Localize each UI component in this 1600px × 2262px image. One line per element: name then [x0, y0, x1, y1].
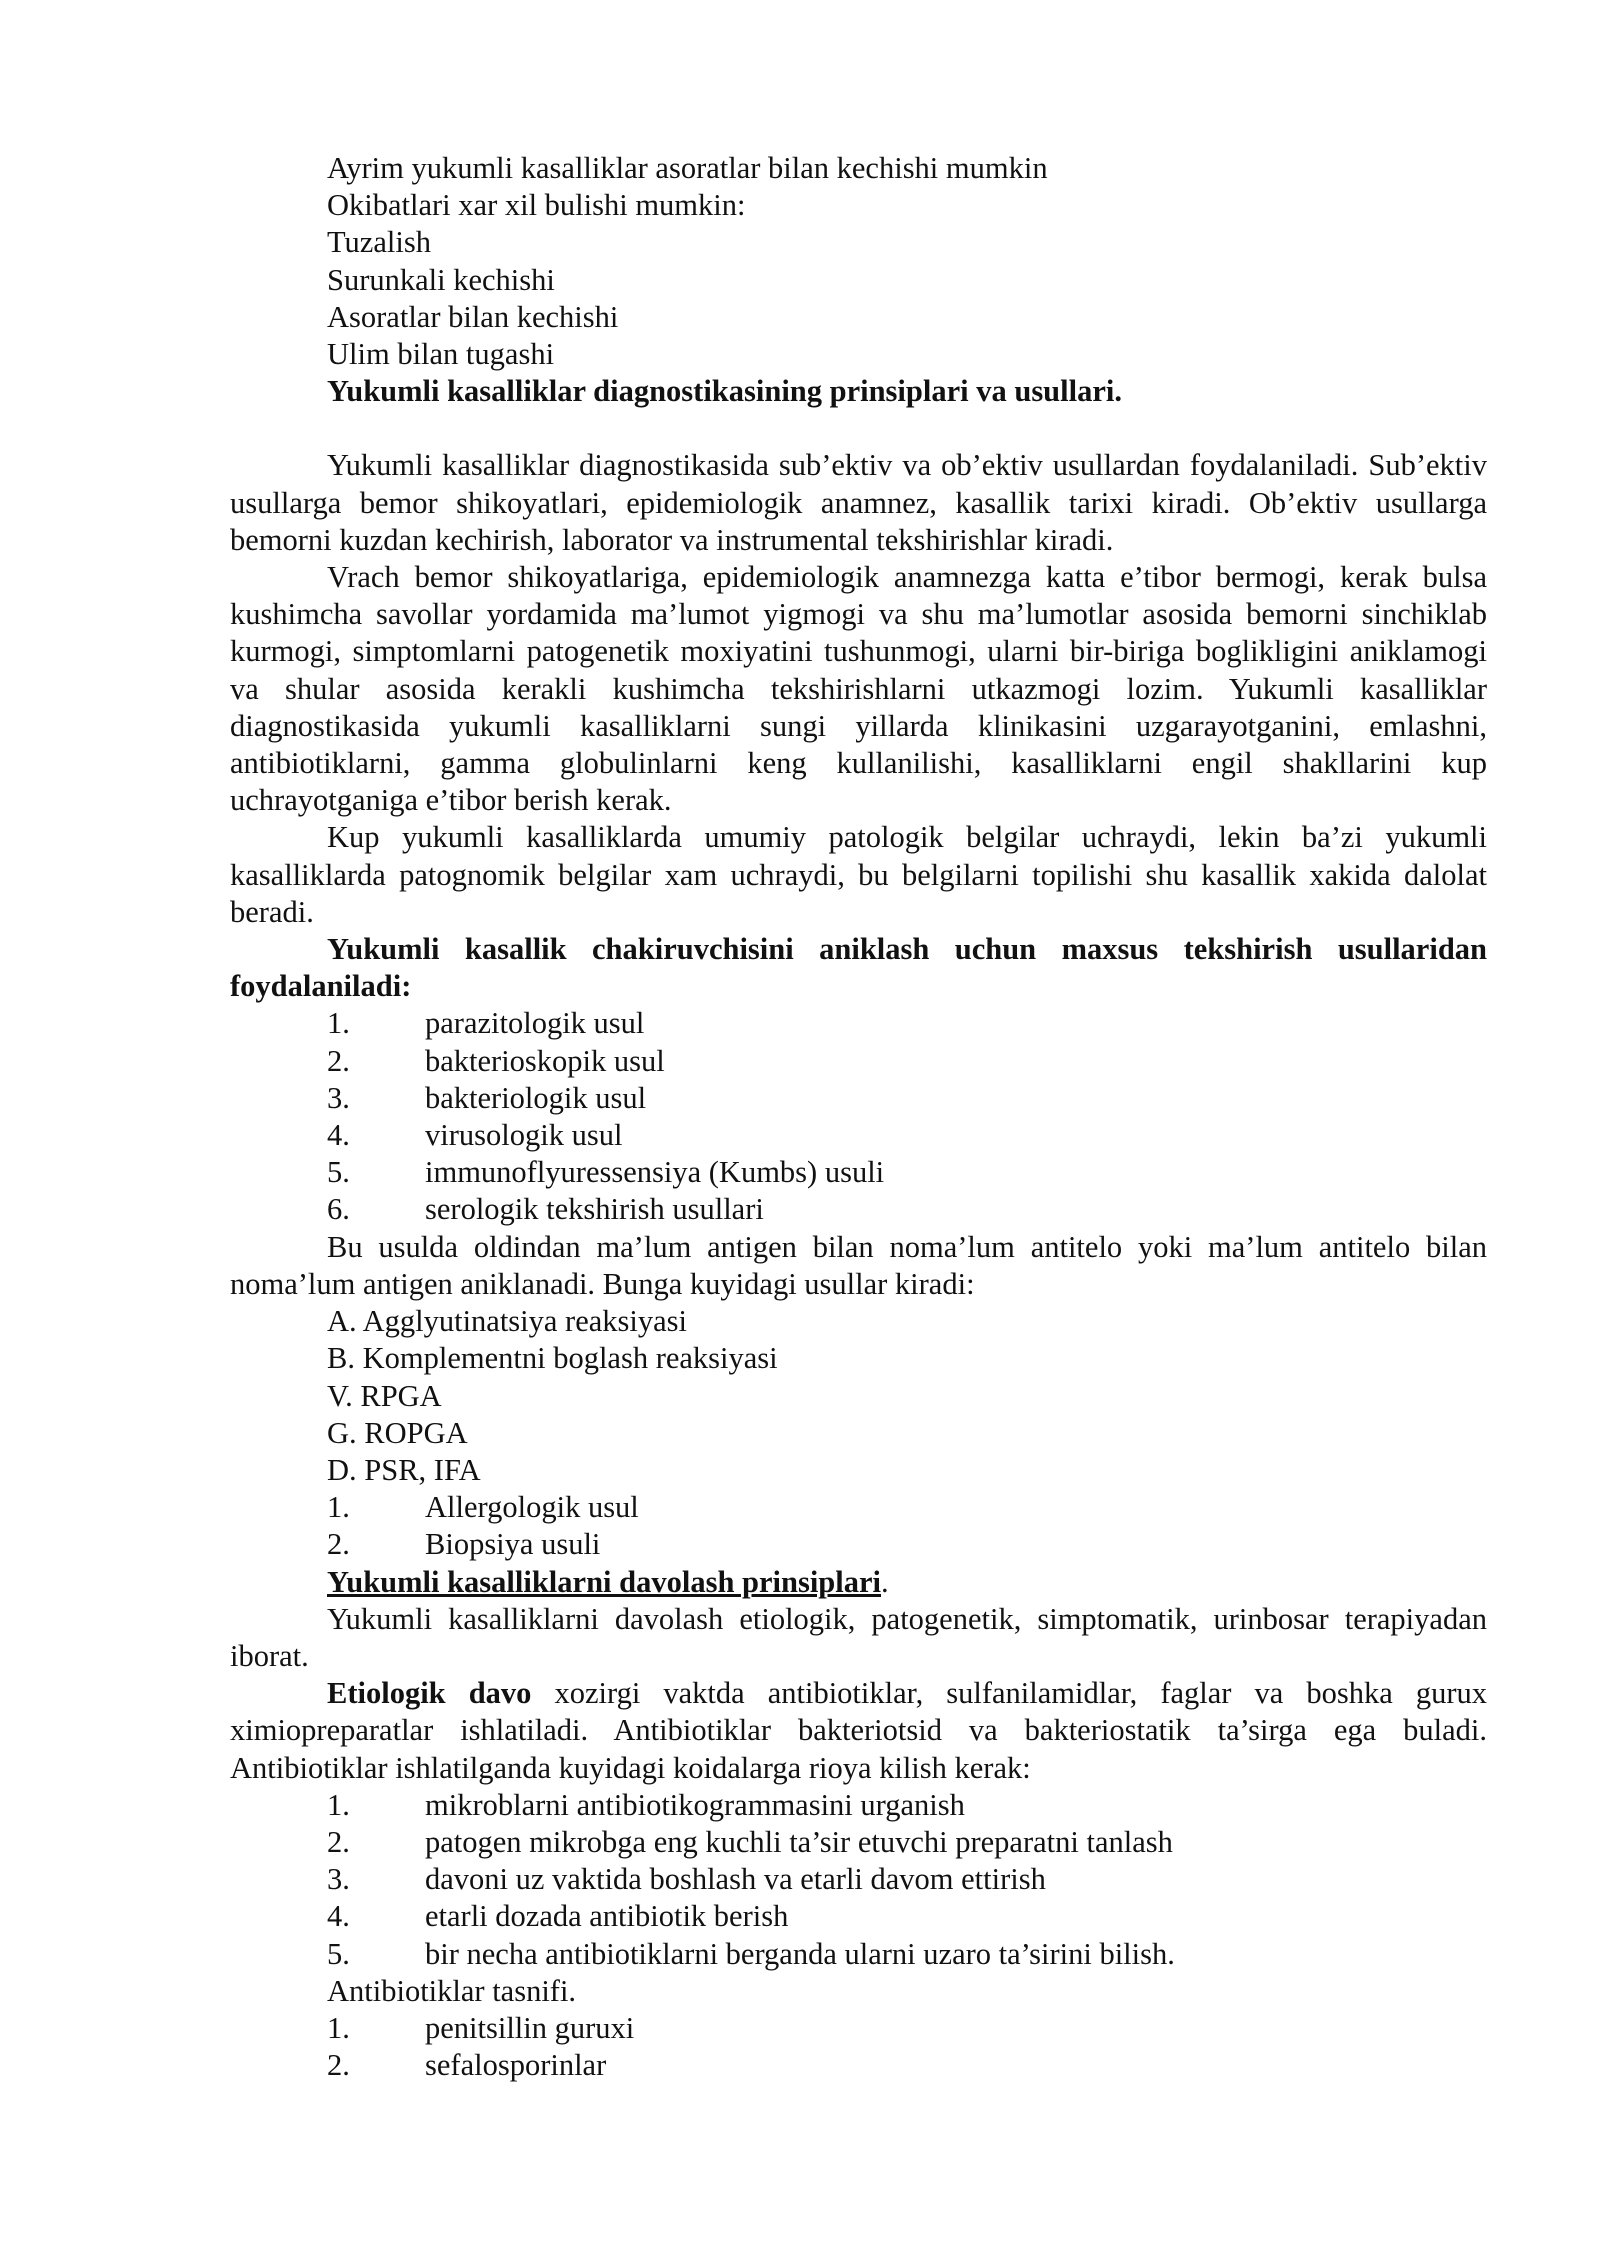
- heading-treatment: Yukumli kasalliklarni davolash prinsiplari.: [327, 1564, 889, 1599]
- top-line: Surunkali kechishi: [327, 262, 555, 297]
- heading-diagnostics: Yukumli kasalliklar diagnostikasining prinsiplari va usullari.: [327, 374, 1122, 409]
- list-item: 6. serologik tekshirish usullari: [327, 1192, 764, 1227]
- list-item: 5. immunoflyuressensiya (Kumbs) usuli: [327, 1155, 885, 1190]
- paragraph-diagnostics-3: Kup yukumli kasalliklarda umumiy patologik belgilar uchraydi, lekin ba’zi yukumli kasalliklarda patognomik belgilar xam uchraydi, bu belgilarni topilishi shu kasallik xakida dalolat beradi.: [230, 820, 1487, 929]
- paragraph-serology: Bu usulda oldindan ma’lum antigen bilan noma’lum antitelo yoki ma’lum antitelo bilan noma’lum antigen aniklanadi. Bunga kuyidagi usullar kiradi:: [230, 1229, 1487, 1301]
- lettered-item: A. Agglyutinatsiya reaksiyasi: [327, 1304, 688, 1339]
- list-item: 4. virusologik usul: [327, 1118, 623, 1153]
- list-item: 1. parazitologik usul: [327, 1006, 645, 1041]
- top-line: Ulim bilan tugashi: [327, 337, 555, 372]
- top-line: Okibatlari xar xil bulishi mumkin:: [327, 188, 746, 223]
- paragraph-etiologic: Etiologik davo xozirgi vaktda antibiotiklar, sulfanilamidlar, faglar va boshka gurux ximiopreparatlar ishlatiladi. Antibiotiklar bakteriotsid va bakteriostatik ta’sirga ega buladi. Antibiotiklar ishlatilganda kuyidagi koidalarga rioya kilish kerak:: [230, 1676, 1487, 1785]
- list-item: 5. bir necha antibiotiklarni berganda ularni uzaro ta’sirini bilish.: [327, 1936, 1175, 1971]
- top-line: Asoratlar bilan kechishi: [327, 299, 619, 334]
- paragraph-treatment: Yukumli kasalliklarni davolash etiologik, patogenetik, simptomatik, urinbosar terapiyadan iborat.: [230, 1601, 1487, 1673]
- list-item: 1. Allergologik usul: [327, 1490, 639, 1525]
- list-item: 2. patogen mikrobga eng kuchli ta’sir etuvchi preparatni tanlash: [327, 1824, 1173, 1859]
- lettered-item: G. ROPGA: [327, 1415, 468, 1450]
- top-line: Tuzalish: [327, 225, 431, 260]
- list-item: 4. etarli dozada antibiotik berish: [327, 1899, 789, 1934]
- list-item: 1. mikroblarni antibiotikogrammasini urganish: [327, 1787, 965, 1822]
- lettered-item: B. Komplementni boglash reaksiyasi: [327, 1341, 778, 1376]
- antibiotics-heading: Antibiotiklar tasnifi.: [327, 1973, 577, 2008]
- paragraph-diagnostics-1: Yukumli kasalliklar diagnostikasida sub’ektiv va ob’ektiv usullardan foydalaniladi. Sub’ektiv usullarga bemor shikoyatlari, epidemiologik anamnez, kasallik tarixi kiradi. Ob’ektiv usullarga bemorni kuzdan kechirish, laborator va instrumental tekshirishlar kiradi.: [230, 448, 1487, 557]
- list-item: 2. Biopsiya usuli: [327, 1527, 601, 1562]
- lettered-item: V. RPGA: [327, 1378, 442, 1413]
- list-item: 3. davoni uz vaktida boshlash va etarli davom ettirish: [327, 1862, 1046, 1897]
- blank-line: [230, 410, 1487, 447]
- list-item: 2. sefalosporinlar: [327, 2048, 607, 2083]
- top-line: Ayrim yukumli kasalliklar asoratlar bilan kechishi mumkin: [327, 151, 1048, 185]
- lettered-item: D. PSR, IFA: [327, 1452, 481, 1487]
- list-item: 3. bakteriologik usul: [327, 1080, 647, 1115]
- document-page: [230, 150, 1487, 2084]
- paragraph-diagnostics-2: Vrach bemor shikoyatlariga, epidemiologik anamnezga katta e’tibor bermogi, kerak bulsa kushimcha savollar yordamida ma’lumot yigmogi va shu ma’lumotlar asosida bemorni sinchiklab kurmogi, simptomlarni patogenetik moxiyatini tushunmogi, ularni bir-biriga boglikligini aniklamogi va shular asosida kerakli kushimcha tekshirishlarni utkazmogi lozim. Yukumli kasalliklar diagnostikasida yukumli kasalliklarni sungi yillarda klinikasini uzgarayotganini, emlashni, antibiotiklarni, gamma globulinlarni keng kullanilishi, kasalliklarni engil shakllarini kup uchrayotganiga e’tibor berish kerak.: [230, 560, 1487, 818]
- list-item: 2. bakterioskopik usul: [327, 1043, 665, 1078]
- list-item: 1. penitsillin guruxi: [327, 2010, 635, 2045]
- heading-methods: Yukumli kasallik chakiruvchisini aniklash uchun maxsus tekshirish usullaridan foydalaniladi:: [230, 932, 1487, 1004]
